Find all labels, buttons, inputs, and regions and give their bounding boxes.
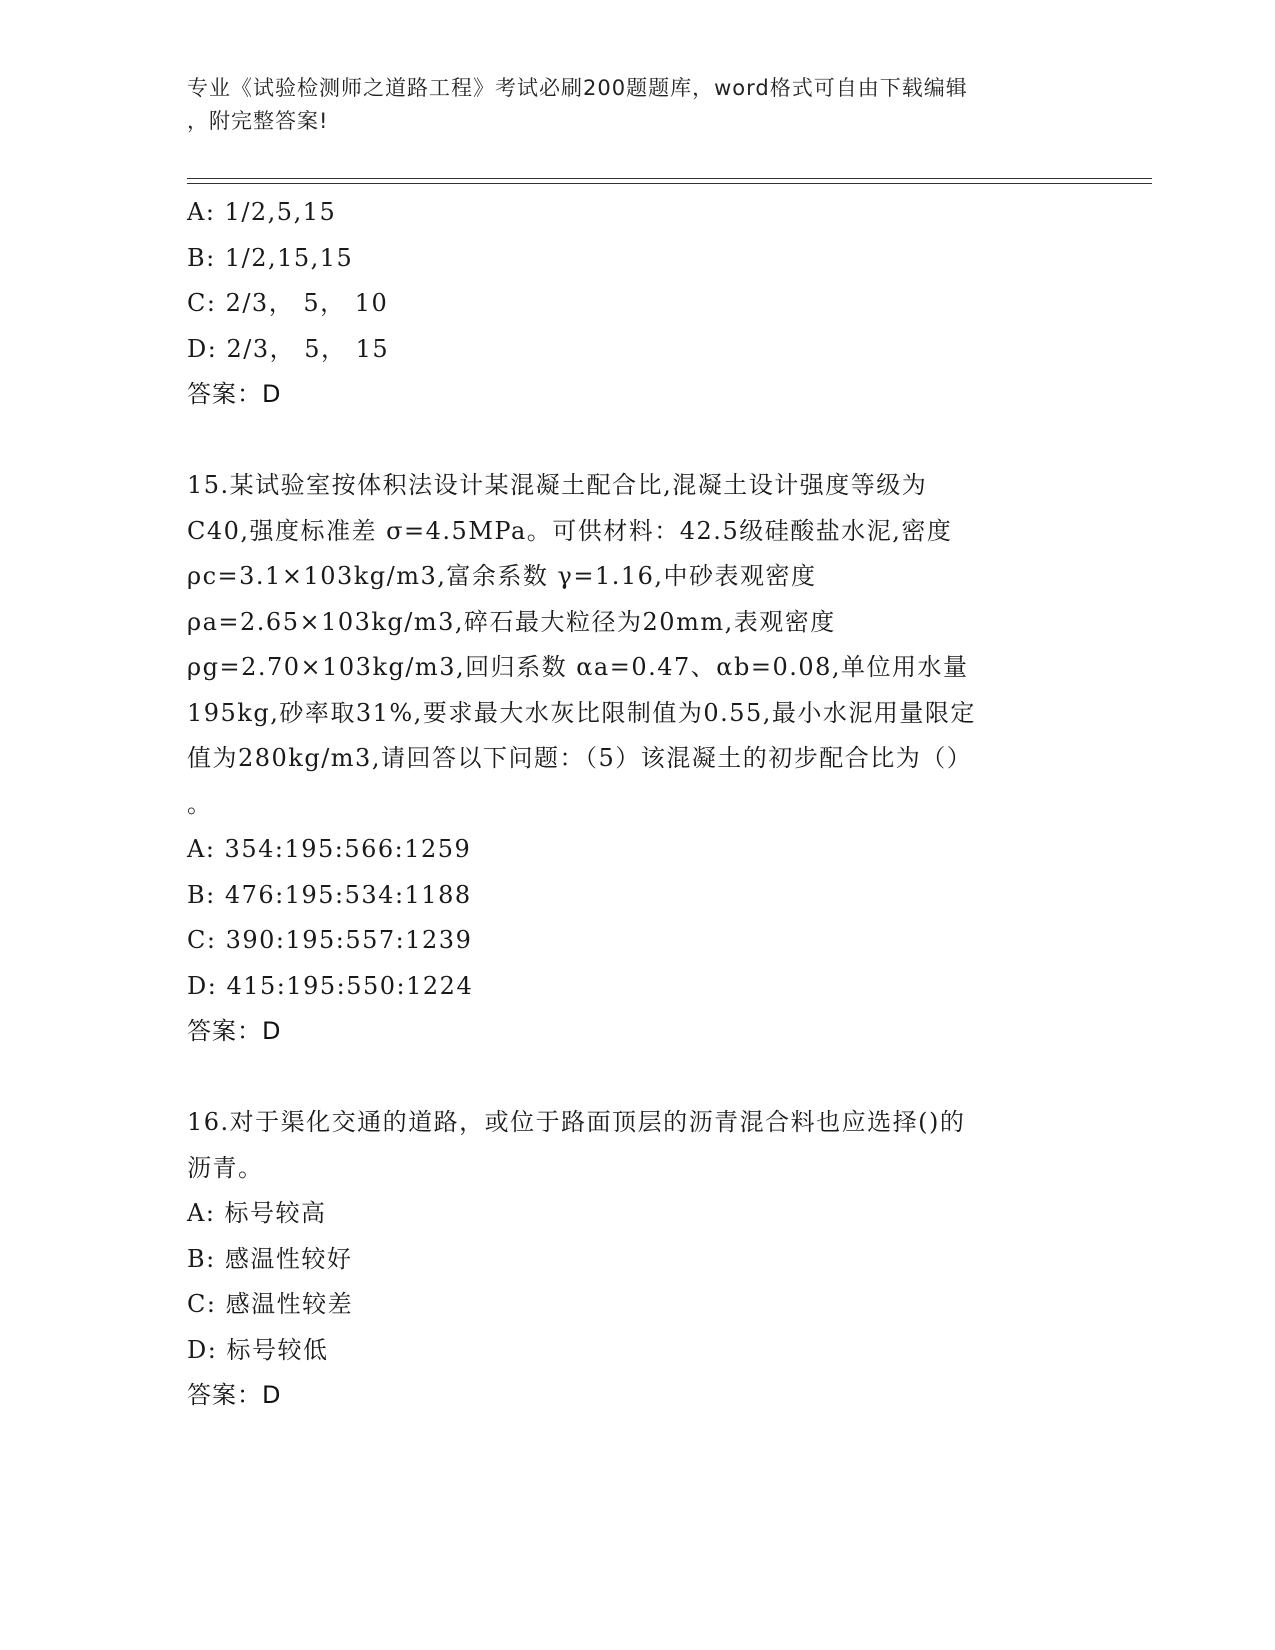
option-a: A: 354:195:566:1259	[187, 835, 472, 863]
question-content	[187, 190, 1087, 1419]
spacer	[187, 1055, 1087, 1101]
question-15-line-5: ρg=2.70×103kg/m3,回归系数 αa=0.47、αb=0.08,单位用水量	[187, 653, 969, 681]
question-16-options	[187, 1191, 1087, 1373]
question-15-line-1: 15.某试验室按体积法设计某混凝土配合比,混凝土设计强度等级为	[187, 471, 928, 499]
header-title-line-1: 专业《试验检测师之道路工程》考试必刷200题题库，word格式可自由下载编辑	[187, 76, 968, 100]
question-15-line-4: ρa=2.65×103kg/m3,碎石最大粒径为20mm,表观密度	[187, 607, 836, 636]
question-15-options	[187, 827, 1087, 1009]
option-b: B: 感温性较好	[187, 1244, 353, 1273]
question-15-line-8: 。	[187, 789, 213, 818]
question-15-line-3: ρc=3.1×103kg/m3,富余系数 γ=1.16,中砂表观密度	[187, 562, 817, 590]
question-15-line-7: 值为280kg/m3,请回答以下问题：（5）该混凝土的初步配合比为（）	[187, 744, 973, 772]
question-16-line-2: 沥青。	[187, 1153, 264, 1182]
option-d: D: 2/3， 5， 15	[187, 334, 390, 363]
spacer	[187, 418, 1087, 464]
question-14-answer: 答案：D	[187, 380, 282, 408]
option-b: B: 1/2,15,15	[187, 243, 354, 272]
question-15-line-2: C40,强度标准差 σ=4.5MPa。可供材料：42.5级硅酸盐水泥,密度	[187, 516, 953, 545]
page-header	[187, 72, 1067, 138]
question-16-answer: 答案：D	[187, 1381, 282, 1409]
option-c: C: 390:195:557:1239	[187, 926, 473, 954]
option-c: C: 2/3， 5， 10	[187, 289, 389, 317]
option-d: D: 标号较低	[187, 1335, 329, 1364]
header-divider-bottom	[187, 183, 1152, 184]
question-14-options	[187, 190, 1087, 372]
option-a: A: 1/2,5,15	[187, 198, 337, 226]
header-divider-top	[187, 178, 1152, 179]
question-16-line-1: 16.对于渠化交通的道路，或位于路面顶层的沥青混合料也应选择()的	[187, 1108, 966, 1136]
question-15-stem	[187, 463, 1087, 827]
option-c: C: 感温性较差	[187, 1290, 354, 1318]
question-15-line-6: 195kg,砂率取31%,要求最大水灰比限制值为0.55,最小水泥用量限定	[187, 698, 976, 727]
option-d: D: 415:195:550:1224	[187, 971, 474, 1000]
option-b: B: 476:195:534:1188	[187, 880, 472, 909]
question-16-stem	[187, 1100, 1087, 1191]
option-a: A: 标号较高	[187, 1199, 327, 1227]
header-title-line-2: ，附完整答案!	[187, 109, 329, 133]
question-15-answer: 答案：D	[187, 1017, 282, 1045]
